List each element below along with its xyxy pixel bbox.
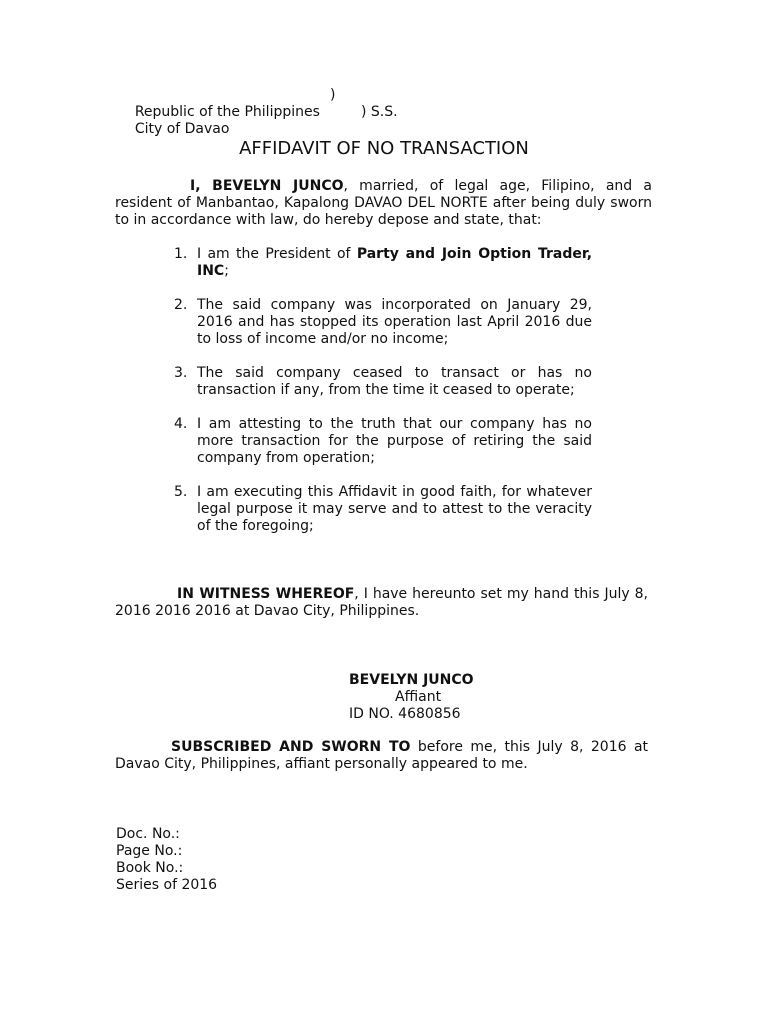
notary-block xyxy=(116,826,217,894)
venue-city: City of Davao xyxy=(134,121,230,137)
series: Series of 2016 xyxy=(116,877,218,893)
item-text: The said company was incorporated on January 29, 2016 and has stopped its operation last April 2016 due to loss of income and/or no income; xyxy=(197,297,592,347)
witness-heading: IN WITNESS WHEREOF xyxy=(177,586,355,602)
venue-ss: ) S.S. xyxy=(361,104,398,120)
book-no: Book No.: xyxy=(116,860,184,876)
intro-paragraph xyxy=(115,178,652,229)
jurat-heading: SUBSCRIBED AND SWORN TO xyxy=(171,739,411,755)
jurat-paragraph xyxy=(115,739,648,773)
list-number: 2. xyxy=(174,297,188,313)
list-number: 4. xyxy=(174,416,188,432)
list-number: 3. xyxy=(174,365,188,381)
list-item xyxy=(174,365,592,399)
witness-paragraph xyxy=(115,586,648,620)
venue-republic: Republic of the Philippines xyxy=(134,104,320,120)
list-item xyxy=(174,416,592,467)
list-number: 5. xyxy=(174,484,188,500)
intro-text: , married, of legal age, Filipino, and a resident of Manbantao, Kapalong DAVAO DEL NORTE after being duly sworn to in accordance with law, do hereby depose and state, that: xyxy=(115,178,652,228)
doc-no: Doc. No.: xyxy=(116,826,180,842)
venue-bracket: ) xyxy=(330,87,336,103)
venue-block xyxy=(117,87,398,137)
item-text: I am executing this Affidavit in good faith, for whatever legal purpose it may serve and to attest to the veracity of the foregoing; xyxy=(197,484,592,534)
item-text-end: ; xyxy=(224,263,229,279)
affiant-id: ID NO. 4680856 xyxy=(349,706,461,722)
list-number: 1. xyxy=(174,246,188,262)
affiant-name: BEVELYN JUNCO xyxy=(349,672,474,688)
list-item xyxy=(174,246,592,280)
document-title: AFFIDAVIT OF NO TRANSACTION xyxy=(239,138,529,159)
witness-text: , I have hereunto set my hand this July 8, 2016 2016 2016 at Davao City, Philippines. xyxy=(115,586,648,619)
list-item xyxy=(174,297,592,348)
item-text: I am attesting to the truth that our company has no more transaction for the purpose of retiring the said company from operation; xyxy=(197,416,592,466)
signature-block xyxy=(349,672,474,723)
affiant-name-intro: I, BEVELYN JUNCO xyxy=(190,178,344,194)
list-item xyxy=(174,484,592,535)
jurat-text: before me, this July 8, 2016 at Davao City, Philippines, affiant personally appeared to me. xyxy=(115,739,649,772)
page-no: Page No.: xyxy=(116,843,183,859)
company-name: Party and Join Option Trader, INC xyxy=(197,246,593,279)
item-text: The said company ceased to transact or has no transaction if any, from the time it ceased to operate; xyxy=(197,365,592,398)
statement-list xyxy=(174,246,592,552)
affiant-label: Affiant xyxy=(395,689,442,705)
item-text: I am the President of xyxy=(197,246,357,262)
